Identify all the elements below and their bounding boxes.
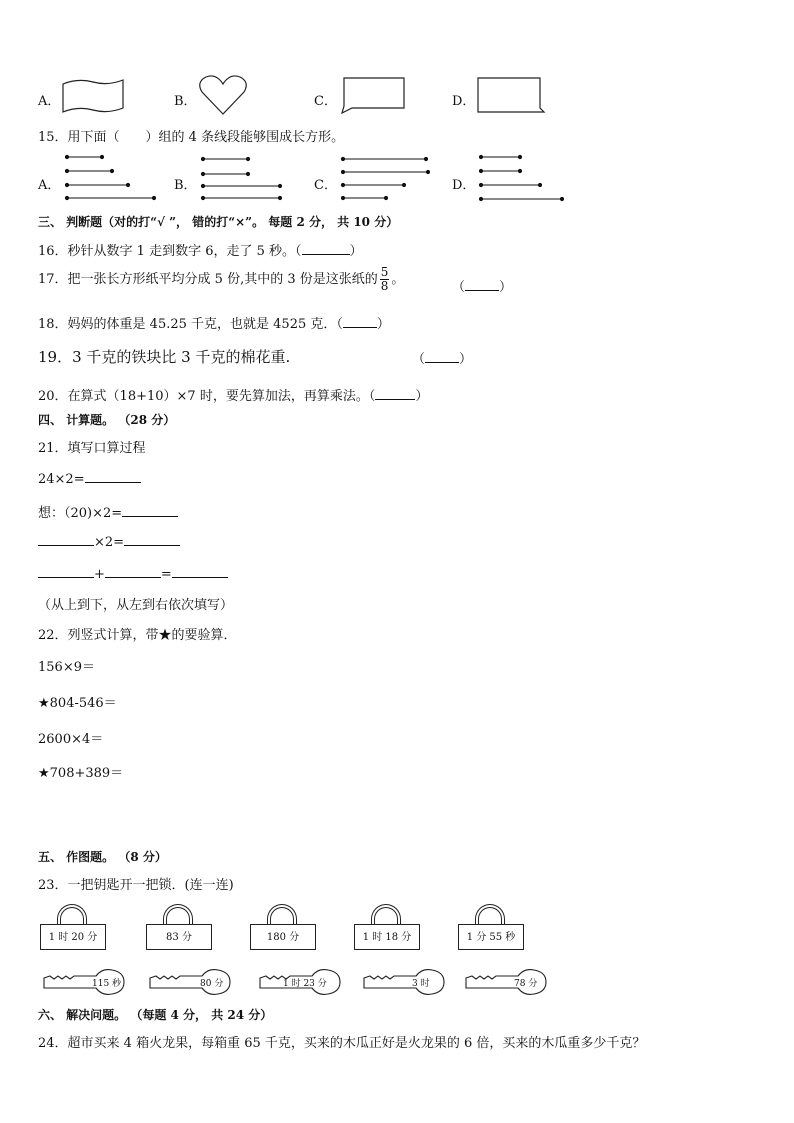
lock-label: 83 分 (146, 924, 212, 950)
key-label: 1 时 23 分 (283, 979, 327, 989)
question-24: 24．超市买来 4 箱火龙果，每箱重 65 千克，买来的木瓜正好是火龙果的 6 倍，买来的木瓜重多少千克？ (38, 1036, 646, 1051)
q15-option-a-label: A． (38, 178, 61, 193)
q21-note: （从上到下，从左到右依次填写） (38, 598, 234, 613)
fraction-5-8 (380, 266, 390, 293)
q15-option-a-segments (62, 152, 162, 202)
q21-line-1 (38, 470, 141, 487)
section-6-title: 六、 解决问题。 （每题 4 分， 共 24 分） (38, 1008, 273, 1022)
q14-option-c-label: C． (314, 94, 337, 109)
question-18-close: ） (376, 317, 390, 332)
answer-blank-17[interactable] (465, 278, 499, 291)
question-19-text: 19．3 千克的铁块比 3 千克的棉花重. (38, 348, 291, 366)
question-20-close: ） (415, 389, 429, 404)
question-19-close: ） (459, 352, 473, 367)
q21-blank-4[interactable] (124, 533, 180, 546)
q22-item-3: 2600×4＝ (38, 732, 104, 747)
question-20 (38, 385, 428, 404)
question-18 (38, 313, 390, 332)
answer-blank-18[interactable] (343, 315, 377, 328)
q22-item-1: 156×9＝ (38, 660, 95, 675)
q21-blank-1[interactable] (85, 470, 141, 483)
q22-item-4: ★708+389＝ (38, 766, 124, 781)
folded-rectangle-shape (476, 76, 546, 116)
q15-option-b-label: B． (174, 178, 197, 193)
question-17-open: （ (452, 280, 466, 295)
q21-blank-2[interactable] (122, 504, 178, 517)
q15-option-b-segments (198, 152, 298, 202)
question-17-period: 。 (391, 272, 405, 287)
section-5-title: 五、 作图题。 （8 分） (38, 850, 167, 864)
q15-option-d-segments (476, 152, 576, 202)
q21-line-2-text: 想：（20)×2= (38, 506, 123, 521)
question-16-text: 16．秒针从数字 1 走到数字 6，走了 5 秒。（ (38, 244, 302, 259)
q21-line-4 (38, 565, 228, 582)
q21-line-3-text: ×2= (94, 535, 125, 550)
question-18-text: 18．妈妈的体重是 45.25 千克，也就是 4525 克．（ (38, 317, 343, 332)
question-19-answer (412, 348, 472, 367)
key-icon (360, 966, 448, 998)
answer-blank-20[interactable] (375, 387, 415, 400)
question-15-text: 15．用下面（ ）组的 4 条线段能够围成长方形。 (38, 130, 345, 145)
heart-shape (198, 74, 248, 118)
question-23: 23．一把钥匙开一把锁．(连一连) (38, 878, 234, 893)
question-16-close: ） (349, 244, 363, 259)
speech-bubble-rectangle-shape (338, 76, 408, 114)
q21-blank-7[interactable] (172, 565, 228, 578)
question-17-answer (452, 276, 512, 295)
key-label: 115 秒 (92, 979, 122, 989)
q15-option-c-segments (338, 152, 438, 202)
question-19-open: （ (412, 352, 426, 367)
q14-option-d-label: D． (452, 94, 476, 109)
q21-line-1-text: 24×2= (38, 472, 85, 487)
wavy-rectangle-shape (60, 76, 126, 116)
question-17-close: ） (499, 280, 513, 295)
q14-option-a-label: A． (38, 94, 61, 109)
question-17 (38, 266, 404, 293)
q15-option-c-label: C． (314, 178, 337, 193)
lock-label: 1 时 18 分 (354, 924, 420, 950)
fraction-denominator: 8 (380, 279, 389, 293)
fraction-numerator: 5 (380, 265, 389, 279)
section-3-title: 三、 判断题（对的打“√ ”， 错的打“×”。 每题 2 分， 共 10 分） (38, 215, 399, 229)
q15-option-d-label: D． (452, 178, 476, 193)
question-17-text: 17．把一张长方形纸平均分成 5 份,其中的 3 份是这张纸的 (38, 272, 378, 287)
question-20-text: 20．在算式（18+10）×7 时，要先算加法，再算乘法。（ (38, 389, 376, 404)
q21-line-2 (38, 502, 178, 521)
lock-label: 1 时 20 分 (40, 924, 106, 950)
question-16 (38, 240, 363, 259)
q21-blank-3[interactable] (38, 533, 94, 546)
lock-label: 1 分 55 秒 (458, 924, 524, 950)
q14-option-b-label: B． (174, 94, 197, 109)
key-label: 78 分 (514, 979, 538, 989)
answer-blank-16[interactable] (302, 242, 350, 255)
key-label: 80 分 (200, 979, 224, 989)
q21-blank-5[interactable] (38, 565, 94, 578)
section-4-title: 四、 计算题。 （28 分） (38, 413, 176, 427)
question-21-title: 21．填写口算过程 (38, 441, 146, 456)
q21-plus: + (94, 567, 105, 582)
q22-item-2: ★804-546＝ (38, 696, 117, 711)
q21-equals: = (160, 567, 172, 582)
q21-line-3 (38, 533, 180, 550)
question-22-title: 22．列竖式计算，带★的要验算． (38, 628, 237, 643)
q21-blank-6[interactable] (105, 565, 161, 578)
lock-label: 180 分 (250, 924, 316, 950)
answer-blank-19[interactable] (425, 350, 459, 363)
key-label: 3 时 (412, 979, 430, 989)
